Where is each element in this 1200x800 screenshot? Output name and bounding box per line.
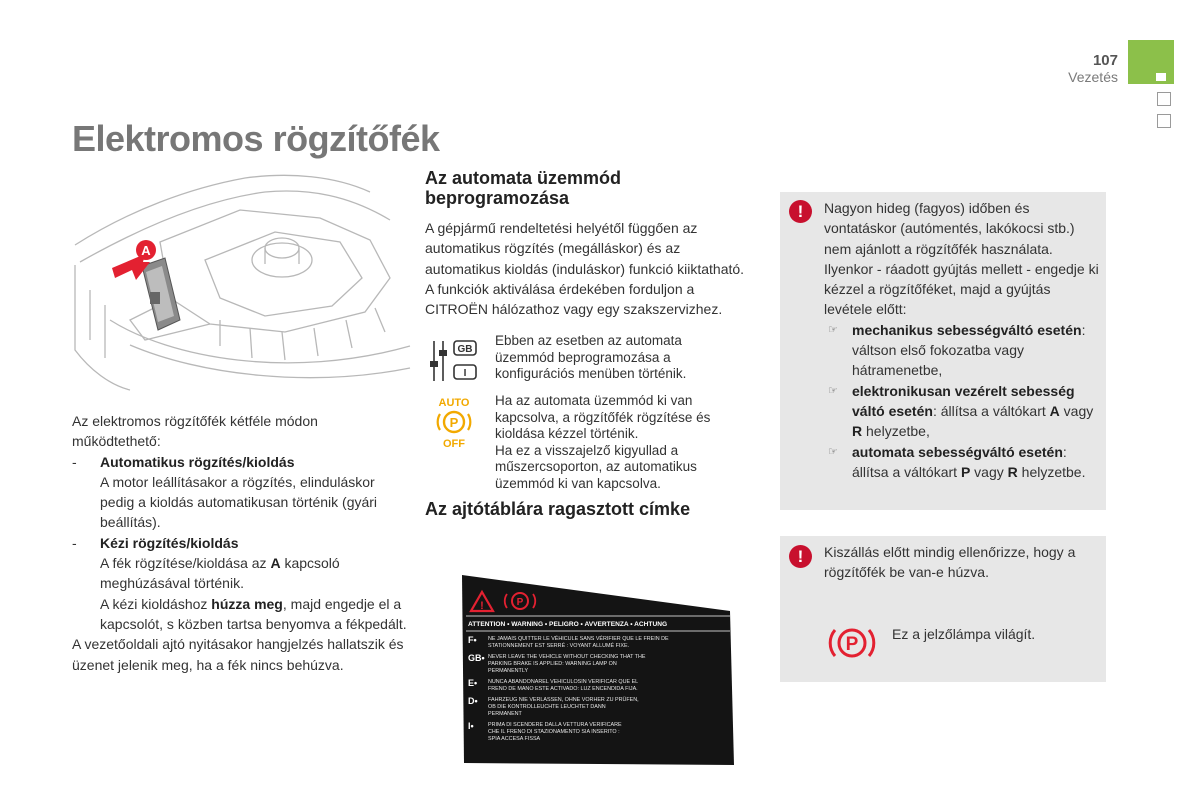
programming-paragraph: A funkciók aktiválása érdekében forduljon a CITROËN hálózathoz vagy egy szakszervizhez. [425,280,723,318]
svg-text:P: P [449,415,459,431]
chapter-indicator-box [1157,92,1171,106]
section-title-label: Az ajtótáblára ragasztott címke [425,499,691,520]
warning-exit-text: Kiszállás előtt mindig ellenőrizze, hogy a rögzítőfék be van-e húzva. [824,544,1076,581]
sticker-warning-line: NE JAMAIS QUITTER LE VÉHICULE SANS VÉRIFIER QUE LE FREIN DE [488,636,669,642]
sticker-warning-line: FAHRZEUG NIE VERLASSEN, OHNE VORHER ZU PRÜFEN, [488,697,639,703]
list-item-title: Automatikus rögzítés/kioldás [100,453,295,470]
svg-text:OFF: OFF [443,438,465,450]
sticker-warning-line: PRIMA DI SCENDERE DALLA VETTURA VERIFICARE [488,722,622,728]
parking-brake-lamp-icon [826,622,878,664]
middle-column [425,168,755,519]
sticker-language-code: E• [468,678,478,688]
page-number: 107 [1092,52,1118,69]
console-illustration [70,170,415,392]
sticker-warning-line: PERMANENT [488,711,522,717]
list-item-manual [72,533,407,553]
section-name: Vezetés [1068,69,1118,85]
sticker-warning-line: CHE IL FRENO DI STAZIONAMENTO SIA INSERITO : [488,729,620,735]
svg-text:I: I [463,368,467,380]
svg-text:!: ! [480,600,484,612]
list-item-text: A motor leállításakor a rögzítés, elinduláskor pedig a kioldás automatikusan történik (gyári beállítás). [100,473,378,531]
sticker-warning-line: STATIONNEMENT EST SERRÉ : VOYANT ALLUMÉ FIXE. [488,643,630,649]
auto-off-row [425,393,755,493]
svg-text:P: P [516,597,524,608]
auto-off-paragraph: Ha az automata üzemmód ki van kapcsolva, a rögzítőfék rögzítése és kioldása kézzel történik. [495,393,711,442]
warning-paragraph: Nagyon hideg (fagyos) időben és vontatáskor (autómentés, lakókocsi stb.) nem ajánlott a rögzítőfék használata. Ilyenkor - ráadott gyújtás mellett - engedje ki kézzel a rögzítőféket, majd a gyújtás levétele előtt: [824,200,1099,318]
sticker-warning-line: NEVER LEAVE THE VEHICLE WITHOUT CHECKING THAT THE [488,654,646,660]
sticker-warning-line: FRENO DE MANO ESTE ACTIVADO: LUZ ENCENDIDA FIJA. [488,686,638,692]
auto-off-parking-icon [431,395,477,449]
sticker-language-code: D• [468,696,478,706]
svg-text:P: P [845,634,859,655]
section-title-programming: Az automata üzemmód beprogramozása [425,168,622,208]
list-item-text: A kézi kioldáshoz húzza meg, majd engedje el a kapcsolót, s közben tartsa benyomva a fékpedált. [100,595,407,632]
programming-text [425,218,755,319]
sticker-warning-line: PERMANENTLY [488,668,529,674]
page-title: Elektromos rögzítőfék [72,118,440,159]
sticker-warning-line: PARKING BRAKE IS APPLIED: WARNING LAMP ON [488,661,617,667]
sticker-language-code: GB• [468,653,485,663]
auto-off-paragraph: Ha ez a visszajelző kigyullad a műszercsoporton, az automatikus üzemmód ki van kapcsolva. [495,442,697,491]
sticker-language-code: F• [468,635,477,645]
warning-list-item: ☞ automata sebességváltó esetén: állítsa a váltókart P vagy R helyzetbe. [824,442,1099,483]
sticker-language-code: I• [468,721,474,731]
programming-paragraph: A gépjármű rendeltetési helyétől függően az automatikus rögzítés (megálláskor) és az automatikus kioldás (induláskor) funkció kiiktatható. [425,220,745,277]
door-warning-sticker [458,573,738,767]
list-item-title: Kézi rögzítés/kioldás [100,534,239,551]
auto-off-text [495,393,750,492]
settings-menu-icon [428,339,480,383]
list-item-auto [72,452,407,472]
warning-list-item: ☞ mechanikus sebességváltó esetén: váltson első fokozatba vagy hátramenetbe, [824,320,1099,381]
outro-paragraph: A vezetőoldali ajtó nyitásakor hangjelzés hallatszik és üzenet jelenik meg, ha a fék nincs behúzva. [72,636,404,673]
sticker-header-text: ATTENTION • WARNING • PELIGRO • AVVERTENZA • ACHTUNG [468,621,668,628]
danger-icon: ! [789,200,812,223]
list-item-text: A fék rögzítése/kioldása az A kapcsoló meghúzásával történik. [100,555,340,592]
warning-cold-text [824,198,1099,482]
sticker-warning-line: SPIA ACCESA FISSA [488,736,541,742]
danger-icon: ! [789,545,812,568]
switch-marker-label: A [141,243,151,258]
warning-box-exit [780,536,1106,682]
svg-text:AUTO: AUTO [438,397,470,410]
left-column-text [72,411,407,675]
intro-paragraph: Az elektromos rögzítőfék kétféle módon működtethető: [72,413,318,450]
warning-list-item: ☞ elektronikusan vezérelt sebesség váltó esetén: állítsa a váltókart A vagy R helyzetbe, [824,381,1099,442]
lamp-caption: Ez a jelzőlámpa világít. [892,626,1036,642]
sticker-warning-line: NUNCA ABANDONAREL VEHICULOSIN VERIFICAR QUE EL [488,679,639,685]
chapter-tab [1128,40,1174,84]
config-text: Ebben az esetben az automata üzemmód beprogramozása a konfigurációs menüben történik. [495,333,687,382]
sticker-warning-line: OB DIE KONTROLLEUCHTE LEUCHTET DANN [488,704,606,710]
chapter-indicator-box [1157,114,1171,128]
warning-box-cold [780,192,1106,510]
config-row [425,331,755,389]
svg-text:GB: GB [457,344,473,356]
